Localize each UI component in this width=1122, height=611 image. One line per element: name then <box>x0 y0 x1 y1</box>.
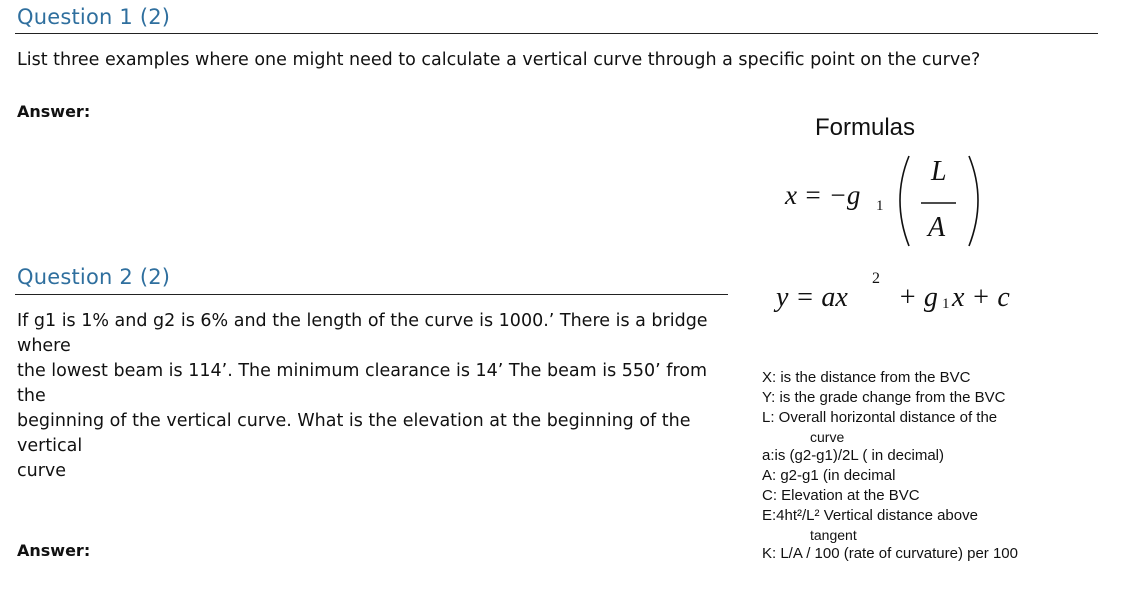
question-1-rule <box>15 33 1098 34</box>
formula-y-exponent: 2 <box>872 270 880 287</box>
question-2-text <box>17 309 737 484</box>
question-1-text: List three examples where one might need to calculate a vertical curve through a specific point on the curve? <box>17 50 981 70</box>
question-2-heading: Question 2 (2) <box>17 265 171 289</box>
formula-y-plus-g: + g <box>898 282 938 313</box>
legend-item: X: is the distance from the BVC <box>762 369 971 386</box>
formula-y <box>776 268 1056 318</box>
question-2-answer-label: Answer: <box>17 541 91 560</box>
legend-item: E:4ht²/L² Vertical distance above <box>762 507 978 524</box>
legend-item: a:is (g2-g1)/2L ( in decimal) <box>762 447 945 464</box>
question-1-answer-label: Answer: <box>17 102 91 121</box>
formula-x-subscript: 1 <box>876 198 884 214</box>
legend-item-continuation: curve <box>810 429 845 445</box>
formula-x <box>785 152 1005 252</box>
question-2-rule <box>15 294 728 295</box>
formulas-title: Formulas <box>815 114 916 141</box>
question-1-heading: Question 1 (2) <box>17 5 171 29</box>
legend-item: Y: is the grade change from the BVC <box>762 389 1006 406</box>
legend-item: A: g2-g1 (in decimal <box>762 467 896 484</box>
formula-x-denominator: A <box>928 212 946 243</box>
formula-legend <box>762 368 1018 564</box>
formula-x-numerator: L <box>931 156 947 187</box>
formula-y-rest: x + c <box>952 282 1010 313</box>
legend-item: K: L/A / 100 (rate of curvature) per 100 <box>762 545 1018 562</box>
legend-item-continuation: tangent <box>810 527 857 543</box>
question-2-line: beginning of the vertical curve. What is the elevation at the beginning of the vertical <box>17 411 691 456</box>
formula-y-subscript: 1 <box>942 296 950 312</box>
question-2-line: curve <box>17 461 67 481</box>
formula-x-lhs: x = −g <box>785 180 861 210</box>
legend-item: L: Overall horizontal distance of the <box>762 409 998 426</box>
question-2-line: the lowest beam is 114’. The minimum clearance is 14’ The beam is 550’ from the <box>17 361 708 406</box>
question-2-line: If g1 is 1% and g2 is 6% and the length of the curve is 1000.’ There is a bridge where <box>17 311 708 356</box>
legend-item: C: Elevation at the BVC <box>762 487 920 504</box>
formula-y-lhs: y = ax <box>776 282 848 313</box>
